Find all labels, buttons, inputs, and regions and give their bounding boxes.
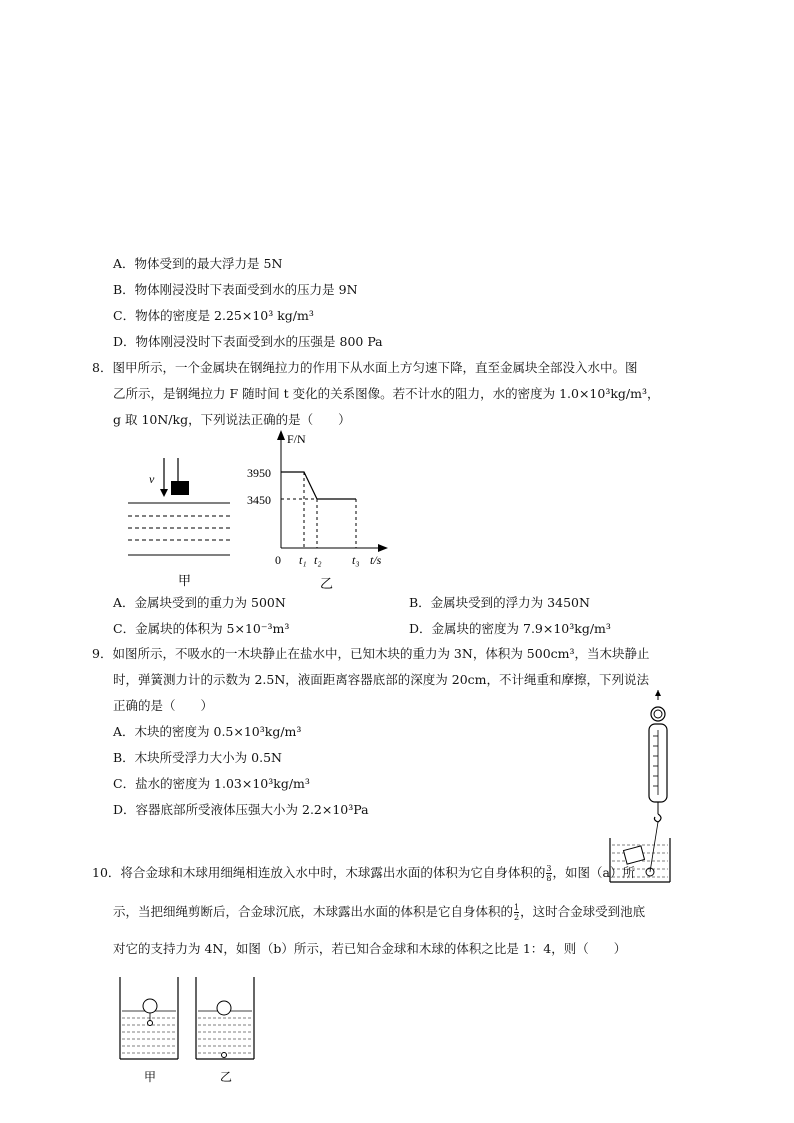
q7-option-c: C．物体的密度是 2.25×10³ kg/m³ <box>113 308 314 323</box>
q10-fraction-1-2 <box>514 903 519 922</box>
q8-velocity-arrowhead <box>160 489 168 497</box>
q9-figure <box>600 690 690 885</box>
q8-graph-force-line <box>281 472 356 499</box>
q8-graph-yi <box>244 428 394 593</box>
q10-line-3: 对它的支持力为 4N，如图（b）所示，若已知合金球和木球的体积之比是 1：4，则（ ） <box>113 941 627 956</box>
q10-yi-wood-ball <box>217 1001 231 1015</box>
q10-line-2-text: 示，当把细绳剪断后，合金球沉底，木球露出水面的体积是它自身体积的 <box>113 904 514 919</box>
q8-velocity-label: v <box>149 472 155 486</box>
q10-line-2 <box>113 903 645 922</box>
q8-option-b: B．金属块受到的浮力为 3450N <box>409 595 590 610</box>
q10-line-2-tail: ，这时合金球受到池底 <box>520 904 646 919</box>
q8-graph-x-arrow <box>378 544 388 552</box>
q10-figure <box>112 975 272 1090</box>
q9-option-a: A．木块的密度为 0.5×10³kg/m³ <box>113 724 302 739</box>
q10-line-1 <box>92 864 635 883</box>
q8-graph-y-arrow <box>277 430 285 440</box>
q8-graph-y-label: F/N <box>287 432 306 446</box>
q9-scale-ring-inner <box>654 710 662 718</box>
q10-fraction-1-2-den: 2 <box>514 913 520 922</box>
q10-jia-alloy-ball <box>148 1021 153 1026</box>
q9-wood-block <box>623 846 644 864</box>
q9-stem-line-1: 9．如图所示，不吸水的一木块静止在盐水中，已知木块的重力为 3N，体积为 500cm³，当木块静止 <box>92 646 650 661</box>
q9-string <box>650 822 658 872</box>
q9-option-d: D．容器底部所受液体压强大小为 2.2×10³Pa <box>113 802 369 817</box>
q10-jia-wood-ball <box>143 999 157 1013</box>
q8-figure-jia-caption: 甲 <box>178 574 192 589</box>
q8-option-a: A．金属块受到的重力为 500N <box>113 595 286 610</box>
q8-figure-jia <box>120 455 245 590</box>
q8-graph-x-label: t/s <box>370 553 382 567</box>
q8-graph-y-tick-3450: 3450 <box>247 493 271 507</box>
q9-hanger-arrow <box>655 690 661 696</box>
q8-graph-caption: 乙 <box>320 577 334 592</box>
q8-graph-x-tick-t2: t₂ <box>314 553 322 567</box>
q9-scale-hook <box>654 814 661 822</box>
q8-stem-line-1: 8．图甲所示，一个金属块在钢绳拉力的作用下从水面上方匀速下降，直至金属块全部没入水中。图 <box>92 360 638 375</box>
q7-option-b: B．物体刚浸没时下表面受到水的压力是 9N <box>113 282 358 297</box>
q8-graph-origin: 0 <box>275 553 281 567</box>
q8-stem-line-2: 乙所示，是钢绳拉力 F 随时间 t 变化的关系图像。若不计水的阻力，水的密度为 1.0×10³kg/m³， <box>113 386 660 401</box>
q10-yi-caption: 乙 <box>220 1070 233 1084</box>
q8-option-d: D．金属块的密度为 7.9×10³kg/m³ <box>409 621 611 636</box>
q8-graph-x-tick-t1: t₁ <box>299 553 307 567</box>
q8-stem-line-3: g 取 10N/kg，下列说法正确的是（ ） <box>113 412 351 427</box>
q10-fraction-3-8 <box>546 864 551 883</box>
q10-fraction-3-8-den: 8 <box>546 874 552 883</box>
q10-fraction-3-8-num: 3 <box>546 864 552 873</box>
q10-yi-water-lines <box>198 1018 252 1053</box>
q9-option-b: B．木块所受浮力大小为 0.5N <box>113 750 282 765</box>
q7-option-d: D．物体刚浸没时下表面受到水的压强是 800 Pa <box>113 334 383 349</box>
q9-stem-line-3: 正确的是（ ） <box>113 698 214 713</box>
q10-fraction-1-2-num: 1 <box>514 903 520 912</box>
q10-jia-caption: 甲 <box>144 1070 157 1084</box>
q10-figure-jia <box>120 977 178 1084</box>
q10-line-1-tail: ，如图（a）所 <box>552 865 635 880</box>
q8-option-c: C．金属块的体积为 5×10⁻³m³ <box>113 621 290 636</box>
q10-line-1-text: 10．将合金球和木球用细绳相连放入水中时，木球露出水面的体积为它自身体积的 <box>92 865 546 880</box>
q10-yi-alloy-ball <box>222 1053 227 1058</box>
q8-graph-x-tick-t3: t₃ <box>352 553 360 567</box>
q9-scale-ring <box>651 707 665 721</box>
q7-option-a: A．物体受到的最大浮力是 5N <box>113 256 283 271</box>
q10-figure-yi <box>196 977 254 1084</box>
q8-metal-block <box>171 481 189 495</box>
q9-option-c: C．盐水的密度为 1.03×10³kg/m³ <box>113 776 310 791</box>
q9-stem-line-2: 时，弹簧测力计的示数为 2.5N，液面距离容器底部的深度为 20cm，不计绳重和摩擦，下列说法 <box>113 672 650 687</box>
q8-graph-y-tick-3950: 3950 <box>247 466 271 480</box>
